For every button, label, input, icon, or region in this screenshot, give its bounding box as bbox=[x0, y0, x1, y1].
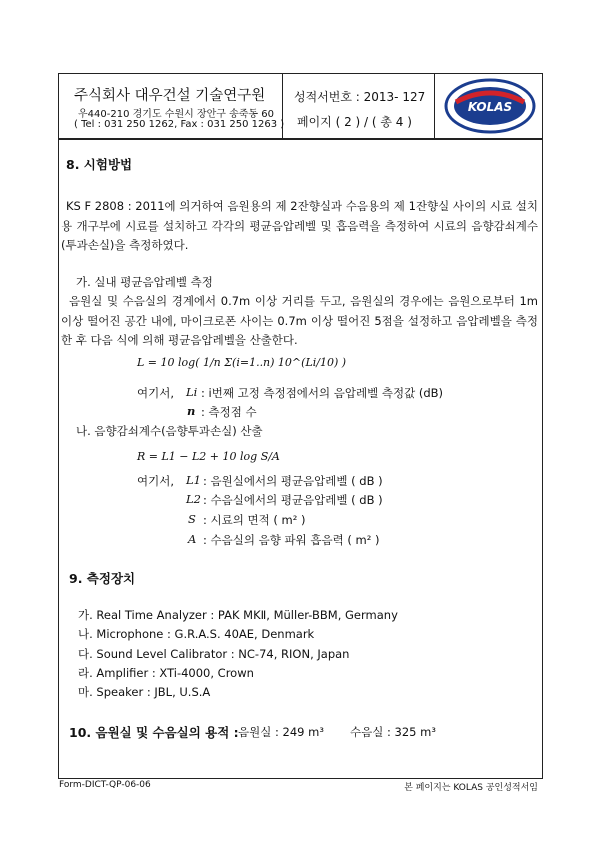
where-label: 여기서, bbox=[137, 474, 174, 488]
page-number: 페이지 ( 2 ) / ( 총 4 ) bbox=[297, 115, 412, 129]
equipment-item: 가. Real Time Analyzer : PAK MKⅡ, Müller-BBM, Germany bbox=[78, 608, 398, 622]
section-8-paragraph: KS F 2808 : 2011에 의거하여 음원용의 제 2잔향실과 수음용의 제 1잔향실 사이의 시료 설치용 개구부에 시료를 설치하고 각각의 평균음압레벨 및 흡음력을 측정하여 시료의 음향감쇠계수(투과손실)을 측정하였다. bbox=[61, 199, 538, 252]
receiving-room-volume: 수음실 : 325 m³ bbox=[350, 725, 436, 739]
company-name: 주식회사 대우건설 기술연구원 bbox=[74, 88, 266, 104]
definition-li: : i번째 고정 측정점에서의 음압레벨 측정값 (dB) bbox=[201, 386, 444, 400]
symbol-l1: L1 bbox=[186, 473, 201, 487]
formula-transmission-loss: R = L1 − L2 + 10 log S/A bbox=[137, 450, 280, 463]
source-room-volume: 음원실 : 249 m³ bbox=[238, 725, 324, 739]
kolas-logo bbox=[444, 78, 536, 134]
section-10-title: 10. 음원실 및 수음실의 용적 : bbox=[69, 725, 239, 740]
equipment-item: 나. Microphone : G.R.A.S. 40AE, Denmark bbox=[78, 627, 315, 641]
formula-average-level bbox=[137, 356, 346, 369]
definition-s: : 시료의 면적 ( m² ) bbox=[203, 513, 306, 527]
kolas-logo-text: KOLAS bbox=[467, 100, 513, 114]
subsection-b-title: 나. 음향감쇠계수(음향투과손실) 산출 bbox=[76, 424, 263, 438]
definition-n: : 측정점 수 bbox=[201, 405, 257, 419]
header-divider bbox=[58, 138, 543, 140]
definition-a: : 수음실의 음향 파워 흡음력 ( m² ) bbox=[203, 533, 380, 547]
footer-form-id: Form-DICT-QP-06-06 bbox=[59, 780, 151, 790]
equipment-item: 라. Amplifier : XTi-4000, Crown bbox=[78, 666, 254, 680]
equipment-item: 다. Sound Level Calibrator : NC-74, RION, Japan bbox=[78, 647, 350, 661]
subsection-a-title: 가. 실내 평균음압레벨 측정 bbox=[76, 275, 213, 289]
footer-kolas-note: 본 페이지는 KOLAS 공인성적서임 bbox=[404, 783, 538, 793]
definition-l2: : 수음실에서의 평균음압레벨 ( dB ) bbox=[203, 493, 383, 507]
symbol-n: n bbox=[187, 404, 196, 418]
section-8-title: 8. 시험방법 bbox=[66, 157, 133, 172]
symbol-li: Li bbox=[186, 385, 198, 399]
symbol-a: A bbox=[188, 532, 197, 546]
report-number: 성적서번호 : 2013- 127 bbox=[294, 90, 426, 104]
equipment-item: 마. Speaker : JBL, U.S.A bbox=[78, 685, 211, 699]
section-9-title: 9. 측정장치 bbox=[69, 571, 136, 586]
header-col-divider bbox=[434, 73, 435, 139]
symbol-l2: L2 bbox=[186, 492, 201, 506]
formula-text: L = 10 log( 1/n Σ(i=1..n) 10^(Li/10) ) bbox=[137, 356, 347, 369]
where-label: 여기서, bbox=[137, 386, 174, 400]
subsection-a-paragraph: 음원실 및 수음실의 경계에서 0.7m 이상 거리를 두고, 음원실의 경우에는 음원으로부터 1m 이상 떨어진 공간 내에, 마이크로폰 사이는 0.7m 이상 떨어진 5점을 설정하고 음압레벨을 측정한 후 다음 식에 의해 평균음압레벨을 산출한다. bbox=[61, 294, 538, 347]
definition-l1: : 음원실에서의 평균음압레벨 ( dB ) bbox=[203, 474, 383, 488]
company-contact: ( Tel : 031 250 1262, Fax : 031 250 1263 ) bbox=[74, 119, 285, 130]
company-address: 우440-210 경기도 수원시 장안구 송죽동 60 bbox=[78, 109, 274, 120]
symbol-s: S bbox=[188, 512, 196, 526]
